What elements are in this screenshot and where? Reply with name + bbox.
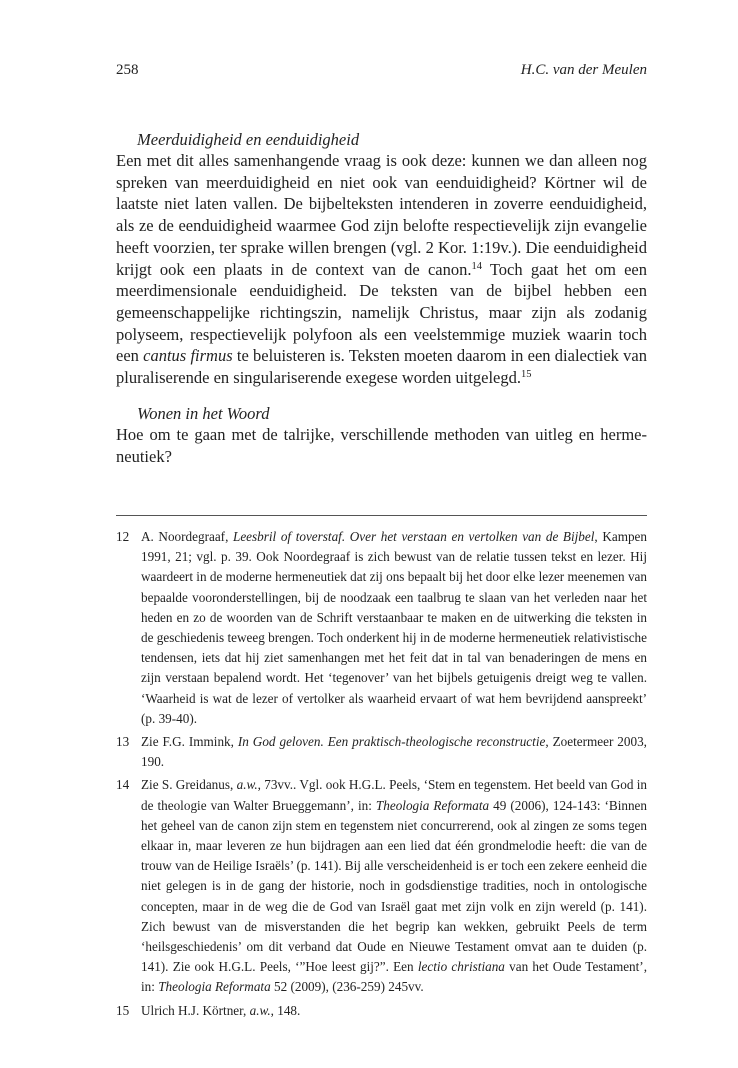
- section-heading: Wonen in het Woord: [137, 404, 270, 423]
- footnote-number: 14: [116, 777, 130, 793]
- footnote-14: [116, 775, 647, 997]
- footnote-15: [116, 1001, 647, 1021]
- footnote-12: [116, 527, 647, 729]
- footnote-title: a.w.: [236, 777, 258, 793]
- footnotes: [116, 527, 647, 1024]
- body-paragraph: [116, 150, 647, 389]
- footnote-title: Theologia Reformata: [375, 797, 490, 813]
- footnote-text: [141, 527, 647, 729]
- page-number: 258: [116, 62, 139, 78]
- footnote-title: a.w.: [249, 1002, 271, 1018]
- footnote-text: [141, 1001, 647, 1021]
- body-text-italic: cantus firmus: [143, 346, 233, 366]
- footnote-title: Leesbril of toverstaf. Over het verstaan en vertolken van de Bijbel: [232, 529, 595, 544]
- footnote-title: lectio christiana: [417, 959, 505, 975]
- footnote-ref-15[interactable]: 15: [521, 369, 532, 381]
- section-meerduidigheid: [116, 130, 647, 389]
- body-text: Toch gaat het om een meerdimensionale eenduidigheid. De teksten van de bijbel hebben een gemeenschappelijke richtingszin, namelijk Christus, maar zijn als zodanig polyseem, respectievelijk polyfoon als een veelstemmige muziek waarin toch een: [116, 259, 647, 366]
- section-heading: Meerduidigheid en eenduidigheid: [137, 130, 360, 149]
- footnote-title: In God geloven. Een praktisch-theologische reconstructie: [237, 734, 546, 750]
- footnote-number: 13: [116, 734, 130, 750]
- footnote-text-part: , 148.: [270, 1002, 301, 1018]
- footnote-text-part: , Kampen 1991, 21; vgl. p. 39. Ook Noordegraaf is zich bewust van de relatie tussen tekst en lezer. Hij waardeert in de moderne hermeneutiek dat zij ons bepaalt bij het door elke lezer meenemen van bepaalde vooronderstellingen, bij de noodzaak een taalbrug te slaan van het verleden naar het heden en zo de woorden van de Schrift verstaanbaar te maken en de uitwerking die teksten in de geschiedenis teweeg brengen. Toch onderkent hij in de moderne hermeneutiek relativistische tendensen, iets dat hij ziet samenhangen met het feit dat in tal van benaderingen de mens en zijn verstaan bepalend wordt. Het ‘tegenover’ van het bijbels getuigenis dreigt weg te vallen. ‘Waarheid is wat de lezer of vertolker als waarheid ervaart of wat hem bevrijdend aanspreekt’ (p. 39-40).: [141, 529, 647, 726]
- footnote-title: Theologia Reformata: [158, 979, 271, 995]
- footnote-text-part: Zie F.G. Immink,: [141, 734, 238, 750]
- footnote-ref-14[interactable]: 14: [471, 260, 482, 272]
- footnote-text-part: , Zoetermeer 2003, 190.: [141, 734, 647, 770]
- section-wonen: [116, 404, 647, 467]
- footnote-text-part: Ulrich H.J. Körtner,: [141, 1002, 250, 1018]
- footnote-text-part: Zie S. Greidanus,: [141, 777, 237, 793]
- footnote-text: [141, 732, 647, 772]
- body-text: te beluisteren is. Teksten moeten daarom in een dialectiek van pluraliserende en singulariserende exegese worden uitgelegd.: [116, 346, 647, 388]
- footnote-number: 12: [116, 529, 130, 544]
- footnote-text-part: , 73vv.. Vgl. ook H.G.L. Peels, ‘Stem en tegenstem. Het beeld van God in de theologie van Walter Brueggemann’, in:: [141, 777, 647, 813]
- running-title: H.C. van der Meulen: [520, 62, 647, 78]
- footnote-13: [116, 732, 647, 772]
- footnote-text-part: 52 (2009), (236-259) 245vv.: [270, 979, 424, 995]
- running-head: [116, 62, 647, 82]
- footnote-text-part: A. Noordegraaf,: [141, 529, 233, 544]
- body-paragraph: Hoe om te gaan met de talrijke, verschillende methoden van uitleg en hermeneutiek?: [116, 425, 647, 466]
- footnote-text: [141, 775, 647, 997]
- footnote-divider: [116, 515, 647, 516]
- footnote-number: 15: [116, 1002, 130, 1018]
- footnote-text-part: van het Oude Testament’, in:: [141, 959, 647, 995]
- body-text: Een met dit alles samenhangende vraag is ook deze: kunnen we dan alleen nog spreken van meerduidigheid en niet ook van eenduidigheid? Körtner wil de laatste niet laten vallen. De bijbelteksten intenderen in zoverre eenduidigheid, als ze de eenduidigheid waarmee God zijn belofte respectievelijk zijn evangelie heeft voorzien, ter sprake willen brengen (vgl. 2 Kor. 1:19v.). Die eenduidigheid krijgt ook een plaats in de context van de canon.: [116, 151, 647, 279]
- footnote-text-part: 49 (2006), 124-143: ‘Binnen het geheel van de canon zijn stem en tegenstem niet concurrerend, ook al zingen ze soms tegen elkaar in, maar leveren ze hun bijdragen aan een lied dat één grondmelodie heeft: die van de trouw van de Heilige Israëls’ (p. 141). Bij alle verscheidenheid is er toch een zekere eenheid die niet gelegen is in de gang der historie, noch in godsdienstige tradities, noch in ontologische concepten, maar in de weg die de God van Israël gaat met zijn volk en zijn wereld (p. 141). Zich bewust van de misverstanden die het begrip kan wekken, gebruikt Peels de term ‘heilsgeschiedenis’ om dit verband dat Oude en Nieuwe Testament omvat aan te duiden (p. 141). Zie ook H.G.L. Peels, ‘”Hoe leest gij?”. Een: [141, 797, 647, 975]
